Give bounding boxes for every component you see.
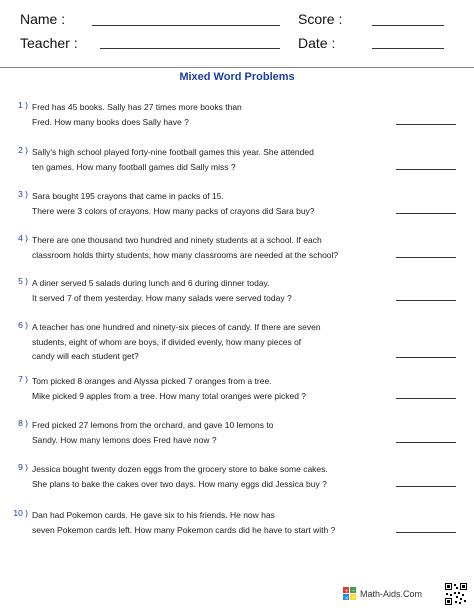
header-divider — [0, 67, 474, 68]
svg-text:−: − — [351, 588, 356, 595]
answer-line[interactable] — [396, 442, 456, 443]
problem-number: 4 ) — [18, 233, 28, 243]
name-label: Name : — [20, 11, 66, 27]
answer-line[interactable] — [396, 486, 456, 487]
name-field[interactable] — [92, 25, 280, 26]
problem-text: Sara bought 195 crayons that came in packs of 15. There were 3 colors of crayons. How many packs of crayons did Sara buy? — [32, 191, 315, 216]
qr-code-icon — [444, 582, 468, 606]
problem-number: 1 ) — [18, 100, 28, 110]
answer-line[interactable] — [396, 213, 456, 214]
brand-text: Math-Aids.Com — [360, 589, 423, 599]
problem-number: 5 ) — [18, 276, 28, 286]
worksheet-title: Mixed Word Problems — [179, 71, 295, 83]
problem-text: Dan had Pokemon cards. He gave six to his friends. He now has seven Pokemon cards left. How many Pokemon cards did he have to start with ? — [32, 510, 336, 535]
problem-number: 2 ) — [18, 145, 28, 155]
problem-text: A teacher has one hundred and ninety-six pieces of candy. If there are seven students, eight of whom are boys, if divided evenly, how many pieces of candy will each student get? — [32, 322, 321, 361]
answer-line[interactable] — [396, 169, 456, 170]
math-aids-logo-icon — [343, 587, 357, 601]
answer-line[interactable] — [396, 357, 456, 358]
date-field[interactable] — [372, 48, 444, 49]
math-aids-logo[interactable] — [343, 585, 422, 603]
problem-text: Fred has 45 books. Sally has 27 times more books than Fred. How many books does Sally have ? — [32, 102, 242, 127]
answer-line[interactable] — [396, 124, 456, 125]
problem-text: Fred picked 27 lemons from the orchard, and gave 10 lemons to Sandy. How many lemons does Fred have now ? — [32, 420, 274, 445]
problem-number: 10 ) — [13, 508, 28, 518]
problem-text: Jessica bought twenty dozen eggs from the grocery store to bake some cakes. She plans to bake the cakes over two days. How many eggs did Jessica buy ? — [32, 464, 328, 489]
answer-line[interactable] — [396, 532, 456, 533]
score-field[interactable] — [372, 25, 444, 26]
problem-number: 8 ) — [18, 418, 28, 428]
date-label: Date : — [298, 35, 336, 51]
teacher-label: Teacher : — [20, 35, 78, 51]
problem-text: There are one thousand two hundred and ninety students at a school. If each classroom holds thirty students, how many classrooms are needed at the school? — [32, 235, 339, 260]
problem-text: A diner served 5 salads during lunch and 6 during dinner today. It served 7 of them yesterday. How many salads were served today ? — [32, 278, 292, 303]
problem-number: 6 ) — [18, 320, 28, 330]
teacher-field[interactable] — [100, 48, 280, 49]
problem-number: 9 ) — [18, 462, 28, 472]
problem-number: 3 ) — [18, 189, 28, 199]
problem-text: Tom picked 8 oranges and Alyssa picked 7 oranges from a tree. Mike picked 9 apples from a tree. How many total oranges were picked ? — [32, 376, 307, 401]
problem-text: Sally's high school played forty-nine football games this year. She attended ten games. How many football games did Sally miss ? — [32, 147, 314, 172]
svg-text:÷: ÷ — [351, 595, 356, 601]
answer-line[interactable] — [396, 257, 456, 258]
score-label: Score : — [298, 11, 343, 27]
answer-line[interactable] — [396, 398, 456, 399]
svg-text:×: × — [344, 595, 349, 601]
svg-text:+: + — [344, 588, 349, 595]
answer-line[interactable] — [396, 300, 456, 301]
problem-number: 7 ) — [18, 374, 28, 384]
